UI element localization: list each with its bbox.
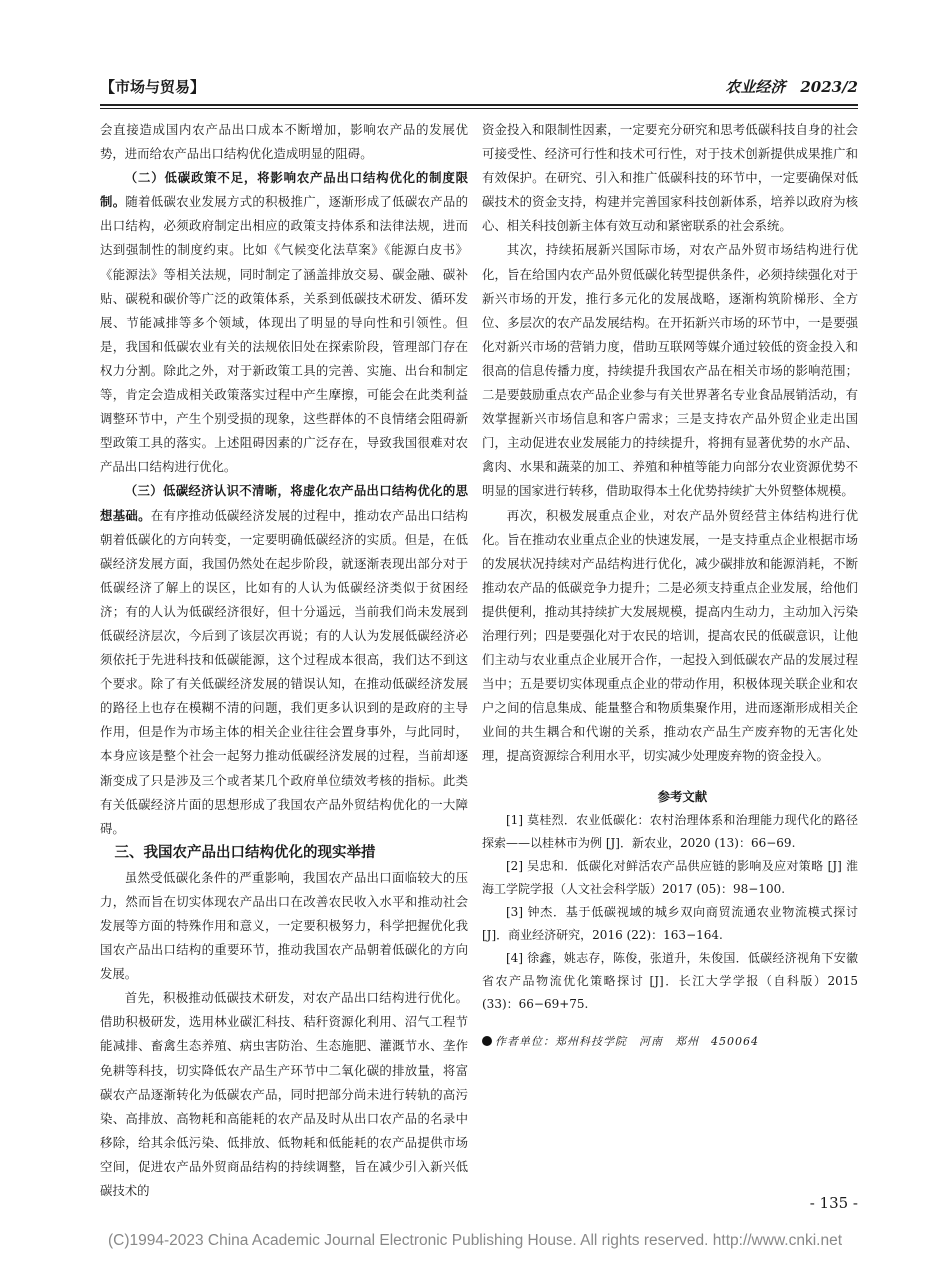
reference-item: [4] 徐鑫，姚志存，陈俊，张道升，朱俊国．低碳经济视角下安徽省农产品物流优化策略探讨 [J]．长江大学学报（自科版）2015 (33)：66−69+75. [482,950,858,1011]
reference-item: [3] 钟杰．基于低碳视域的城乡双向商贸流通农业物流模式探讨 [J]．商业经济研究，2016 (22)：163−164. [482,904,858,942]
paragraph: 会直接造成国内农产品出口成本不断增加，影响农产品的发展优势，进而给农产品出口结构优化造成明显的阻碍。 [100,122,468,162]
paragraph [100,166,468,479]
header-journal: 农业经济 2023/2 [725,78,858,96]
right-column [482,118,858,1054]
page-number: - 135 - [809,1194,858,1212]
paragraph: 虽然受低碳化条件的严重影响，我国农产品出口面临较大的压力，然而旨在切实体现农产品出口在改善农民收入水平和推动社会发展等方面的特殊作用和意义，一定要积极努力，科学把握优化我国农产品出口结构的重要环节，推动我国农产品朝着低碳化的方向发展。 [100,869,468,982]
paragraph: 再次，积极发展重点企业，对农产品外贸经营主体结构进行优化。旨在推动农业重点企业的快速发展，一是支持重点企业根据市场的发展状况持续对产品结构进行优化，减少碳排放和能源消耗，不断推动农产品的低碳竞争力提升；二是必须支持重点企业发展，给他们提供便利，推动其持续扩大发展规模，提高内生动力，主动加入污染治理行列；四是要强化对于农民的培训，提高农民的低碳意识，让他们主动与农业重点企业展开合作，一起投入到低碳农产品的发展过程当中；五是要切实体现重点企业的带动作用，积极体现关联企业和农户之间的信息集成、能量整合和物质集聚作用，进而逐渐形成相关企业间的共生耦合和代谢的关系，推动农产品生产废弃物的无害化处理，提高资源综合利用水平，切实减少处理废弃物的资金投入。 [482,507,858,764]
bullet-icon [482,1036,492,1046]
header-section: 【市场与贸易】 [100,78,206,96]
paragraph: 资金投入和限制性因素，一定要充分研究和思考低碳科技自身的社会可接受性、经济可行性和技术可行性，对于技术创新提供成果推广和有效保护。在研究、引入和推广低碳科技的环节中，一定要确保对低碳技术的资金支持，构建并完善国家科技创新体系，培养以政府为核心、相关科技创新主体有效互动和紧密联系的社会系统。 [482,122,858,234]
paragraph-lead: （二）低碳政策不足，将影响农产品出口结构优化的制度限制。 [100,170,468,210]
paragraph [100,479,468,840]
section-heading: 三、我国农产品出口结构优化的现实举措 [114,844,376,861]
paragraph: 首先，积极推动低碳技术研发，对农产品出口结构进行优化。借助积极研发，选用林业碳汇科技、秸秆资源化利用、沼气工程节能减排、畜禽生态养殖、病虫害防治、生态施肥、灌溉节水、垄作免耕等科技，切实降低农产品生产环节中二氧化碳的排放量，将富碳农产品逐渐转化为低碳农产品，同时把部分尚未进行转轨的高污染、高排放、高物耗和高能耗的农产品及时从出口农产品的名录中移除，给其余低污染、低排放、低物耗和低能耗的农产品提供市场空间，促进农产品外贸商品结构的持续调整，旨在减少引入新兴低碳技术的 [100,990,468,1199]
paragraph-lead: （三）低碳经济认识不清晰，将虚化农产品出口结构优化的思想基础。 [100,483,468,523]
paragraph: 其次，持续拓展新兴国际市场，对农产品外贸市场结构进行优化，旨在给国内农产品外贸低碳化转型提供条件，必须持续强化对于新兴市场的开发，推行多元化的发展战略，逐渐构筑阶梯形、全方位、多层次的农产品发展结构。在开拓新兴市场的环节中，一是要强化对新兴市场的营销力度，借助互联网等媒介通过较低的资金投入和很高的信息传播力度，持续提升我国农产品在相关市场的影响范围；二是要鼓励重点农产品企业参与有关世界著名专业食品展销活动，有效掌握新兴市场信息和客户需求；三是支持农产品外贸企业走出国门，主动促进农业发展能力的持续提升，将拥有显著优势的水产品、禽肉、水果和蔬菜的加工、养殖和种植等能力向部分农业资源优势不明显的国家进行转移，借助取得本土化优势持续扩大外贸整体规模。 [482,242,858,499]
references-title: 参考文献 [657,788,708,804]
header-rule [100,104,858,106]
paragraph-body: 在有序推动低碳经济发展的过程中，推动农产品出口结构朝着低碳化的方向转变，一定要明确低碳经济的实质。但是，在低碳经济发展方面，我国仍然处在起步阶段，就逐渐表现出部分对于低碳经济了解上的误区，比如有的人认为低碳经济类似于贫困经济；有的人认为低碳经济很好，但十分遥远，当前我们尚未发展到低碳经济层次，今后到了该层次再说；有的人认为发展低碳经济必须依托于先进科技和低碳能源，这个过程成本很高，我们达不到这个要求。除了有关低碳经济发展的错误认知，在推动低碳经济发展的路径上也存在模糊不清的问题，我们更多认识到的是政府的主导作用，但是作为市场主体的相关企业往往会置身事外，与此同时，本身应该是整个社会一起努力推动低碳经济发展的过程，当前却逐渐变成了只是涉及三个或者某几个政府单位绩效考核的指标。此类有关低碳经济片面的思想形成了我国农产品外贸结构优化的一大障碍。 [100,507,469,836]
header-rule-thin [100,108,858,109]
author-unit [482,1030,858,1054]
reference-item: [1] 莫桂烈．农业低碳化：农村治理体系和治理能力现代化的路径探索——以桂林市为例 [J]．新农业，2020 (13)：66−69. [482,812,858,850]
author-unit-text: 作者单位：郑州科技学院 河南 郑州 450064 [495,1034,759,1048]
running-header [100,76,858,98]
reference-item: [2] 吴忠和．低碳化对鲜活农产品供应链的影响及应对策略 [J] 淮海工学院学报（人文社会科学版）2017 (05)：98−100. [482,858,858,896]
left-column [100,118,468,1203]
paragraph-body: 随着低碳农业发展方式的积极推广，逐渐形成了低碳农产品的出口结构，必须政府制定出相应的政策支持体系和法律法规，进而达到强制性的制度约束。比如《气候变化法草案》《能源白皮书》《能源法》等相关法规，同时制定了涵盖排放交易、碳金融、碳补贴、碳税和碳价等广泛的政策体系，关系到低碳技术研发、循环发展、节能减排等多个领域，体现出了明显的导向性和引领性。但是，我国和低碳农业有关的法规依旧处在探索阶段，管理部门存在权力分割。除此之外，对于新政策工具的完善、实施、出台和制定等，肯定会造成相关政策落实过程中产生摩擦，可能会在此类利益调整环节中，产生个别受损的现象，这些群体的不良情绪会阻碍新型政策工具的落实。上述阻碍因素的广泛存在，导致我国很难对农产品出口结构进行优化。 [100,194,469,475]
copyright-footer: (C)1994-2023 China Academic Journal Electronic Publishing House. All rights reserved. http://www.cnki.net [107,1232,843,1249]
